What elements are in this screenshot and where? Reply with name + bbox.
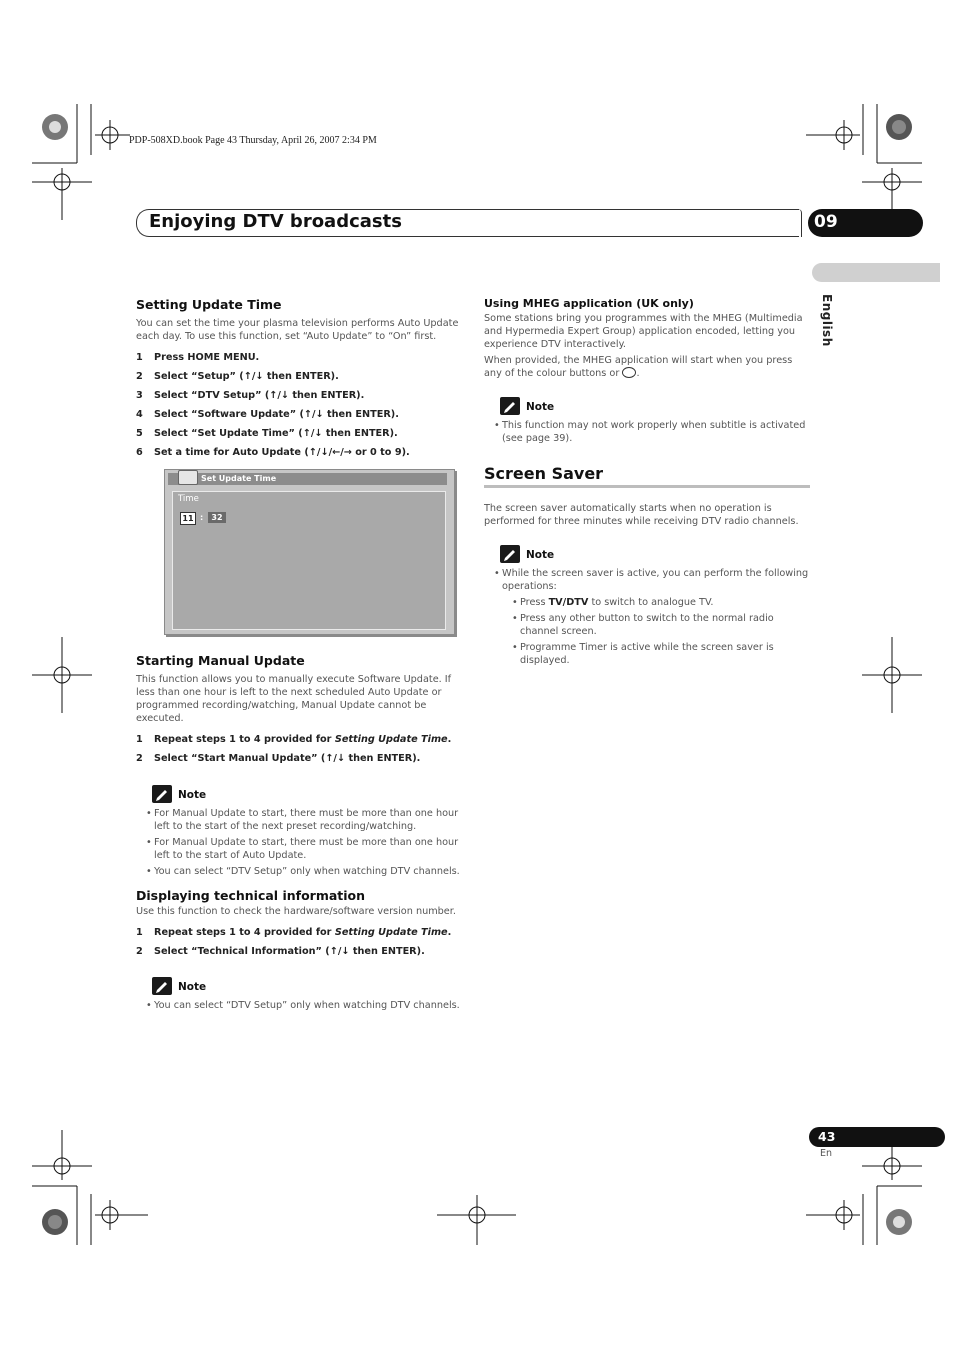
screen-saver-intro: The screen saver automatically starts when no operation is performed for three minutes while receiving DTV radio channels.	[484, 503, 799, 527]
pencil-note-icon	[152, 785, 172, 803]
screen-body	[172, 491, 446, 630]
page-lang-code: En	[820, 1148, 833, 1159]
setting-update-intro: You can set the time your plasma television performs Auto Update each day. To use this function, set “Auto Update” to “On” first.	[136, 318, 459, 342]
chapter-number: 09	[814, 212, 838, 232]
technical-info-intro: Use this function to check the hardware/software version number.	[136, 906, 456, 917]
step: 1 Repeat steps 1 to 4 provided for Setting Update Time.	[136, 734, 452, 745]
list-item: • Programme Timer is active while the screen saver is displayed.	[512, 642, 774, 666]
text-button-icon	[622, 367, 636, 378]
step: 3 Select “DTV Setup” (↑/↓ then ENTER).	[136, 390, 365, 401]
note-label: Note	[526, 401, 555, 413]
set-update-time-screen	[164, 469, 455, 635]
pencil-note-icon	[500, 397, 520, 415]
step: 6 Set a time for Auto Update (↑/↓/←/→ or 0 to 9).	[136, 447, 410, 458]
note-header	[152, 977, 462, 997]
list-item: • You can select “DTV Setup” only when watching DTV channels.	[146, 866, 460, 877]
mheg-heading: Using MHEG application (UK only)	[484, 297, 694, 310]
pencil-note-icon	[152, 977, 172, 995]
minute-field[interactable]: 32	[208, 512, 226, 523]
step: 1 Press HOME MENU.	[136, 352, 260, 363]
manual-update-intro: This function allows you to manually execute Software Update. If less than one hour is left to the next scheduled Auto Update or programmed recording/watching, Manual Update cannot be executed.	[136, 674, 452, 724]
file-info-line: PDP-508XD.book Page 43 Thursday, April 26, 2007 2:34 PM	[129, 135, 377, 146]
list-item: • You can select “DTV Setup” only when watching DTV channels.	[146, 1000, 460, 1011]
step: 5 Select “Set Update Time” (↑/↓ then ENTER).	[136, 428, 398, 439]
pencil-note-icon	[500, 545, 520, 563]
language-label: English	[820, 294, 834, 347]
step: 2 Select “Setup” (↑/↓ then ENTER).	[136, 371, 339, 382]
note-label: Note	[178, 789, 207, 801]
technical-info-heading: Displaying technical information	[136, 888, 366, 903]
list-item: • Press any other button to switch to the normal radio channel screen.	[512, 613, 774, 637]
step: 4 Select “Software Update” (↑/↓ then ENTER).	[136, 409, 399, 420]
setting-update-heading: Setting Update Time	[136, 297, 282, 312]
manual-update-heading: Starting Manual Update	[136, 653, 305, 668]
page-number-badge	[809, 1127, 945, 1147]
note-header	[500, 397, 810, 417]
mheg-section	[484, 297, 810, 448]
language-tab	[812, 263, 940, 282]
list-item: • While the screen saver is active, you can perform the following operations:	[494, 568, 809, 592]
page-number: 43	[818, 1129, 836, 1144]
technical-info-section	[136, 888, 462, 1015]
list-item: • For Manual Update to start, there must be more than one hour left to the start of the next preset recording/watching.	[146, 808, 459, 832]
manual-update-section	[136, 653, 462, 881]
chapter-title: Enjoying DTV broadcasts	[149, 211, 402, 232]
setting-update-section	[136, 297, 462, 465]
chapter-number-badge	[808, 209, 923, 237]
screen-title-bar	[168, 473, 447, 485]
step: 2 Select “Technical Information” (↑/↓ then ENTER).	[136, 946, 425, 957]
hour-field[interactable]: 11	[180, 512, 196, 525]
note-label: Note	[178, 981, 207, 993]
mheg-para2: When provided, the MHEG application will start when you press any of the colour buttons or .	[484, 355, 793, 379]
list-item: • This function may not work properly when subtitle is activated (see page 39).	[494, 420, 806, 444]
tv-icon	[178, 470, 198, 485]
list-item: • Press TV/DTV to switch to analogue TV.	[512, 597, 714, 608]
note-header	[500, 545, 810, 565]
step: 1 Repeat steps 1 to 4 provided for Setting Update Time.	[136, 927, 452, 938]
note-label: Note	[526, 549, 555, 561]
time-separator: :	[200, 513, 204, 522]
note-header	[152, 785, 462, 805]
screen-saver-section	[484, 464, 810, 670]
screen-title: Set Update Time	[201, 474, 277, 483]
screen-saver-heading: Screen Saver	[484, 464, 810, 488]
mheg-para1: Some stations bring you programmes with the MHEG (Multimedia and Hypermedia Expert Group) application encoded, letting you experience DTV interactively.	[484, 313, 803, 350]
list-item: • For Manual Update to start, there must be more than one hour left to the start of Auto Update.	[146, 837, 459, 861]
step: 2 Select “Start Manual Update” (↑/↓ then ENTER).	[136, 753, 421, 764]
time-label: Time	[178, 494, 199, 504]
